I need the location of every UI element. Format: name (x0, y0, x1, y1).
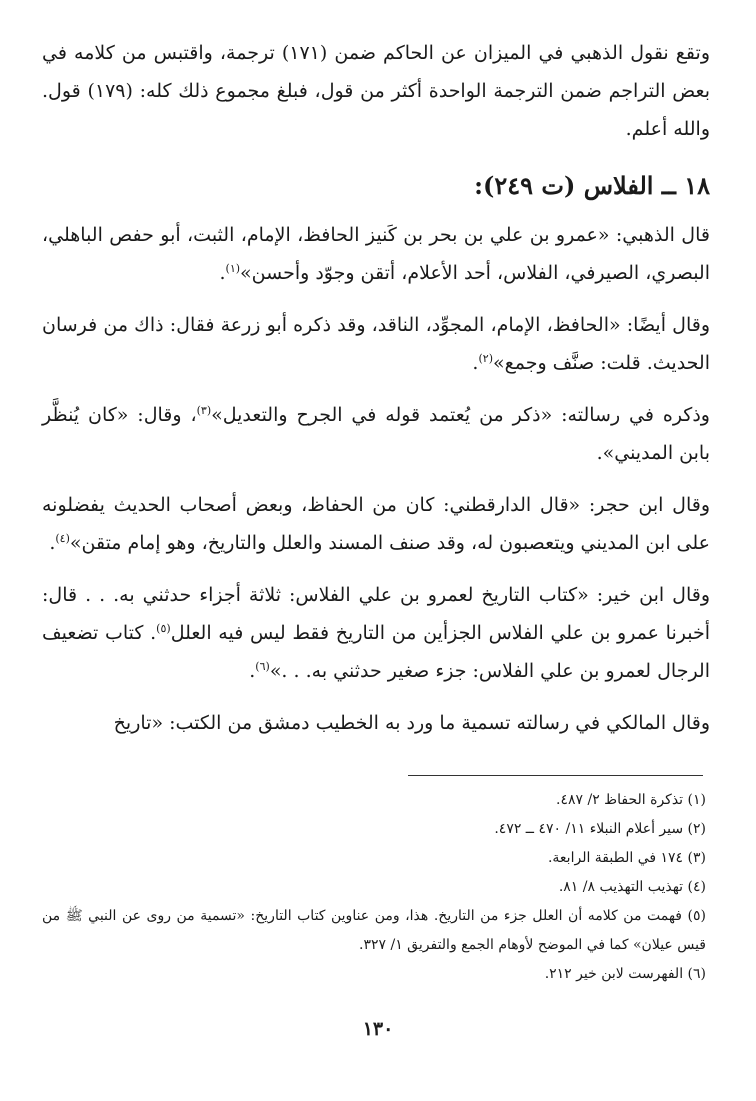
footnote-item: (٢) سير أعلام النبلاء ١١/ ٤٧٠ ــ ٤٧٢. (494, 821, 706, 837)
paragraph-ibn-hajar (42, 486, 710, 562)
page-number: ١٣٠ (362, 1018, 394, 1040)
paragraph-tail: . كتاب تضعيف الرجال لعمرو بن علي الفلاس: جزء صغير حدثني به. . .» (42, 622, 710, 682)
footnote-item: (٦) الفهرست لابن خير ٢١٢. (544, 966, 706, 982)
paragraph-text: وقال أيضًا: «الحافظ، الإمام، المجوِّد، الناقد، وقد ذكره أبو زرعة فقال: ذاك من فرسان الحديث. قلت: صنَّف وجمع» (42, 314, 710, 374)
footnote-item: (٤) تهذيب التهذيب ٨/ ٨١. (558, 879, 706, 895)
paragraph-text: وذكره في رسالته: «ذكر من يُعتمد قوله في الجرح والتعديل» (211, 404, 710, 426)
paragraph-maliki (42, 704, 710, 742)
paragraph-tail: . (49, 532, 56, 554)
paragraph-dhahabi (42, 216, 710, 292)
paragraph-text: وقال ابن حجر: «قال الدارقطني: كان من الحفاظ، وبعض أصحاب الحديث يفضلونه على ابن المديني ويتعصبون له، وقد صنف المسند والعلل والتاريخ، وهو إمام متقن» (42, 494, 710, 554)
footnote-item: (٥) فهمت من كلامه أن العلل جزء من التاريخ. هذا، ومن عناوين كتاب التاريخ: «تسمية من روى عن النبي ﷺ من قيس عيلان» كما في الموضح لأوهام الجمع والتفريق ١/ ٣٢٧. (42, 908, 706, 953)
paragraph-text: قال الذهبي: «عمرو بن علي بن بحر بن كَنيز الحافظ، الإمام، الثبت، أبو حفص الباهلي، البصري، الصيرفي، الفلاس، أحد الأعلام، أتقن وجوّد وأحسن» (42, 224, 710, 284)
footnote-marker[interactable]: (١) (225, 262, 241, 275)
footnote-marker[interactable]: (٦) (255, 660, 270, 673)
paragraph-tail: ، وقال: «كان يُنظَّر بابن المديني». (42, 404, 710, 464)
intro-paragraph: وتقع نقول الذهبي في الميزان عن الحاكم ضمن (١٧١) ترجمة، واقتبس من كلامه في بعض التراجم ضمن الترجمة الواحدة أكثر من قول، فبلغ مجموع ذلك كله: (١٧٩) قول. والله أعلم. (42, 42, 710, 140)
section-heading: ١٨ ــ الفلاس (ت ٢٤٩): (474, 171, 710, 200)
footnote-item: (٣) ١٧٤ في الطبقة الرابعة. (547, 850, 706, 866)
footnote-marker[interactable]: (٣) (196, 404, 212, 417)
paragraph-tail: . (249, 660, 256, 682)
paragraph-tail: . (219, 262, 226, 284)
paragraph-risala (42, 396, 710, 472)
footnote-item: (١) تذكرة الحفاظ ٢/ ٤٨٧. (556, 792, 706, 808)
footnote-marker[interactable]: (٤) (55, 532, 70, 545)
page-body (42, 34, 710, 756)
paragraph-dhahabi-also (42, 306, 710, 382)
paragraph-text: وقال ابن خير: «كتاب التاريخ لعمرو بن علي الفلاس: ثلاثة أجزاء حدثني به. . . قال: أخبرنا عمرو بن علي الفلاس الجزأين من التاريخ فقط ليس فيه العلل (42, 584, 710, 644)
footnote-separator (408, 775, 703, 776)
footnote-marker[interactable]: (٥) (156, 622, 171, 635)
footnote-marker[interactable]: (٢) (478, 352, 493, 365)
paragraph-ibn-khayr (42, 576, 710, 690)
footnotes (42, 786, 706, 989)
paragraph-text: وقال المالكي في رسالته تسمية ما ورد به الخطيب دمشق من الكتب: «تاريخ (113, 712, 710, 734)
paragraph-tail: . (472, 352, 479, 374)
